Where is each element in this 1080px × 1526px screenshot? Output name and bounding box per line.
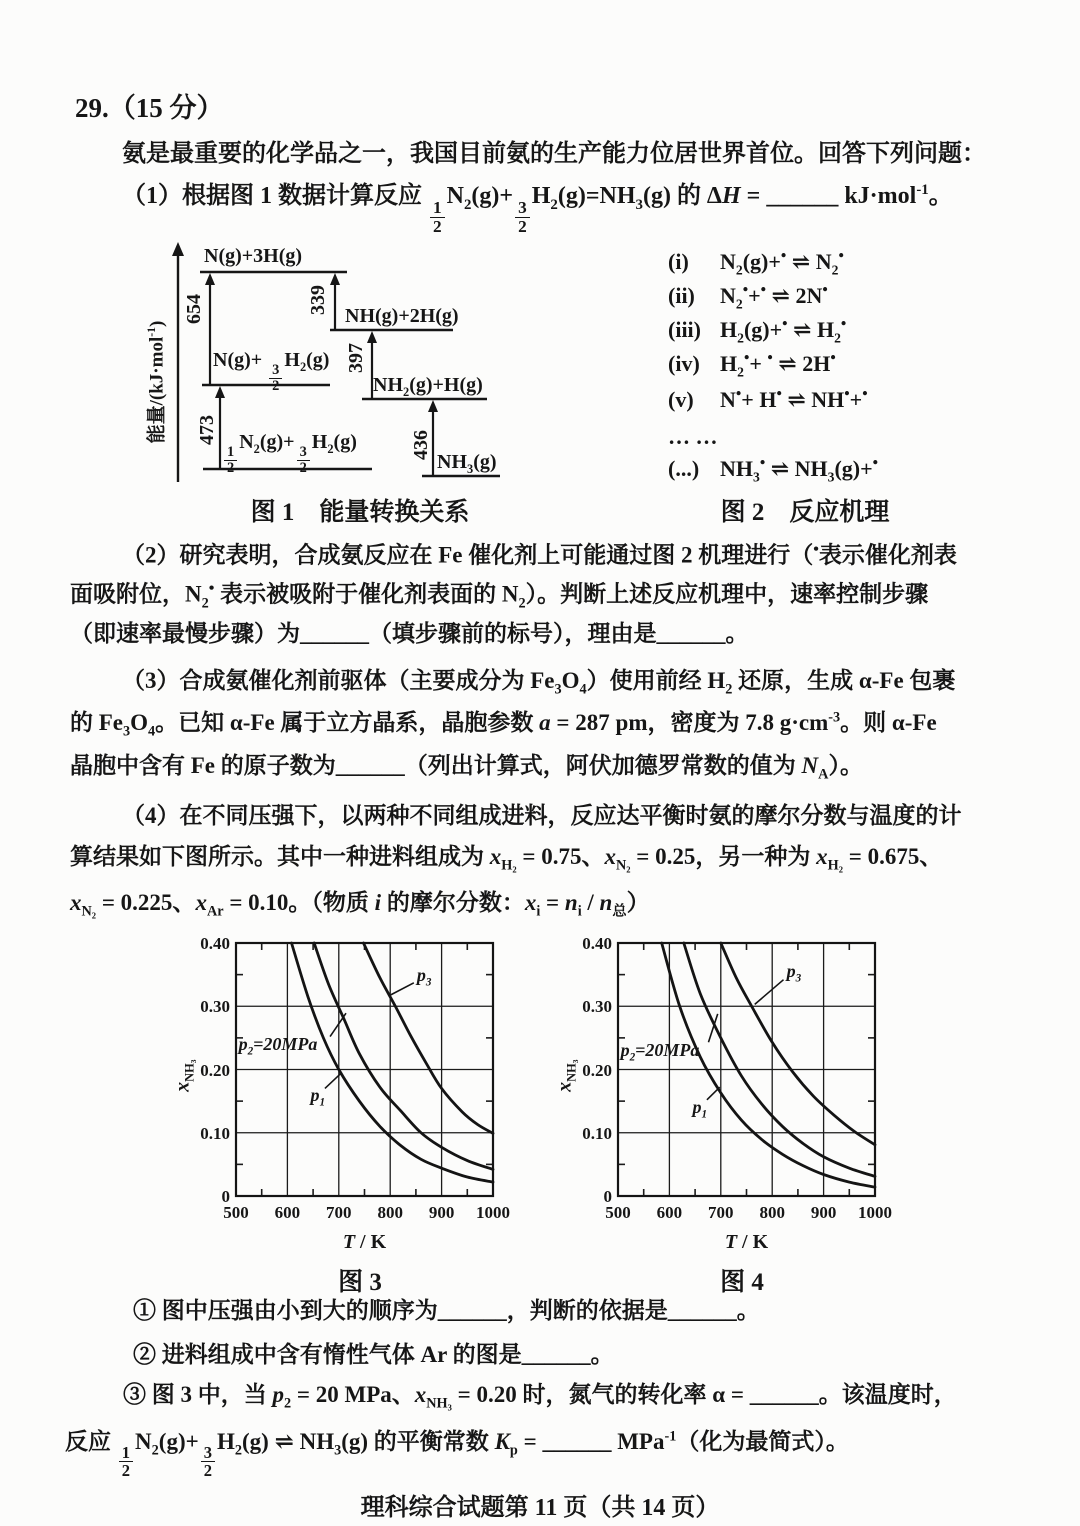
step-number: (iii) — [668, 317, 701, 343]
para3-line3: 晶胞中含有 Fe 的原子数为______（列出计算式，阿伏加德罗常数的值为 $N_A$）。 — [70, 753, 863, 783]
subq-1: ① 图中压强由小到大的顺序为______，判断的依据是______。 — [133, 1298, 760, 1323]
level-label-n2-h2: $\frac{1}{2}$ $N_2(g)+$ $\frac{3}{2}$ $H_2(g)$ — [222, 432, 357, 476]
mechanism-step — [668, 282, 828, 313]
x-tick-label: 500 — [223, 1203, 249, 1222]
y-axis-title: $x_{NH_3}$ — [553, 1059, 579, 1092]
x-tick-label: 700 — [708, 1203, 734, 1222]
step-number: (iv) — [668, 351, 700, 377]
curve-p2=20MPa — [684, 943, 875, 1176]
para4-line1: （4）在不同压强下，以两种不同组成进料，反应达平衡时氨的摩尔分数与温度的计 — [122, 803, 962, 828]
y-tick-label: 0.20 — [200, 1060, 230, 1080]
energy-value-397: 397 — [345, 343, 367, 373]
energy-value-436: 436 — [410, 430, 432, 460]
para2-line3: （即速率最慢步骤）为______（填步骤前的标号），理由是______。 — [70, 621, 749, 646]
mechanism-step — [668, 350, 836, 381]
x-tick-label: 700 — [326, 1203, 352, 1222]
label-leader-line — [325, 1074, 340, 1089]
curve-label: $p_3$ — [416, 964, 432, 989]
level-label-n-3h: N(g)+3H(g) — [204, 245, 303, 267]
energy-value-473: 473 — [196, 415, 218, 445]
x-tick-label: 600 — [274, 1203, 301, 1222]
mechanism-step — [668, 248, 844, 279]
curve-p1 — [292, 943, 493, 1182]
label-leader-line — [707, 1087, 720, 1100]
figure1-energy-diagram — [128, 238, 528, 496]
axis-arrowhead — [172, 242, 184, 256]
y-tick-label: 0.40 — [582, 934, 612, 953]
curve-label: $p_1$ — [692, 1096, 708, 1121]
step-number: (v) — [668, 387, 694, 413]
figure2-mechanism — [660, 245, 1040, 495]
curve-p1 — [662, 943, 875, 1187]
energy-value-339: 339 — [307, 285, 329, 315]
step-formula: $N_2(g)+^•$ ⇌ $N_2^•$ — [720, 248, 844, 278]
level-label-nh2-h: $NH_2(g)+H(g)$ — [373, 374, 483, 399]
level-label-n-h2: N(g)+ $\frac{3}{2}$ $H_2(g)$ — [213, 349, 330, 395]
y-tick-label: 0.10 — [200, 1123, 230, 1143]
figure4-chart — [553, 932, 927, 1254]
x-tick-label: 1000 — [476, 1203, 510, 1222]
page-footer: 理科综合试题第 11 页（共 14 页） — [360, 1495, 720, 1521]
curve-label: $p_3$ — [786, 961, 802, 985]
x-tick-label: 900 — [428, 1203, 455, 1222]
x-tick-label: 500 — [605, 1203, 631, 1222]
step-formula: N•+ H• ⇌ NH•+• — [720, 386, 868, 413]
figure1-caption: 图 1 能量转换关系 — [250, 499, 470, 526]
question-number: 29.（15 分） — [75, 93, 224, 123]
step-formula: $H_2(g)+^•$ ⇌ $H_2^•$ — [720, 316, 847, 346]
x-axis-title: T / K — [342, 1231, 387, 1253]
step-formula: $H_2^•+ ^•$ ⇌ 2H• — [720, 350, 836, 380]
sub-question-1: （1）根据图 1 数据计算反应 $\frac{1}{2}$ $N_2(g)+$ $\frac{3}{2}$ $H_2(g)=NH_3(g)$ 的 ΔH = ______ kJ·mol$^{-1}$。 — [122, 182, 953, 236]
figure2-caption: 图 2 反应机理 — [720, 499, 890, 526]
intro-text: 氨是最重要的化学品之一，我国目前氨的生产能力位居世界首位。回答下列问题： — [122, 141, 986, 167]
level-label-nh3: $NH_3(g)$ — [437, 451, 497, 476]
y-tick-label: 0 — [221, 1187, 230, 1206]
para3-line1: （3）合成氨催化剂前驱体（主要成分为 $Fe_3O_4$）使用前经 $H_2$ 还原，生成 α-Fe 包裹 — [122, 668, 956, 698]
para3-line2: 的 $Fe_3O_4$。已知 α-Fe 属于立方晶系，晶胞参数 a = 287 pm，密度为 7.8 $g\cdot cm^{-3}$。则 α-Fe — [70, 709, 937, 740]
y-tick-label: 0.30 — [200, 997, 230, 1017]
figure3-caption: 图 3 — [338, 1269, 382, 1296]
y-tick-label: 0.30 — [582, 997, 612, 1017]
subq-2: ② 进料组成中含有惰性气体 Ar 的图是______。 — [133, 1342, 614, 1367]
step-number: (...) — [668, 456, 700, 482]
y-tick-label: 0.20 — [582, 1060, 612, 1080]
energy-axis-label: 能量/(kJ·mol$^{-1}$) — [145, 320, 168, 444]
para4-line3: $x_{N_2} = 0.225$、$x_{Ar} = 0.10$。（物质 i 的摩尔分数：$x_i = n_i / n_总$） — [70, 890, 650, 920]
y-tick-label: 0 — [603, 1187, 612, 1206]
mechanism-step — [668, 386, 868, 413]
para2-line2: 面吸附位，$N_2^•$ 表示被吸附于催化剂表面的 $N_2$）。判断上述反应机理中，速率控制步骤 — [70, 580, 929, 612]
label-leader-line — [330, 1013, 346, 1036]
curve-label: $p_2=20MPa$ — [238, 1034, 318, 1058]
y-axis-title: $x_{NH_3}$ — [171, 1059, 197, 1092]
figure3-chart — [171, 932, 545, 1254]
subq-3: ③ 图 3 中，当 $p_2 = 20$ MPa、$x_{NH_3} = 0.20$ 时，氮气的转化率 α = ______。该温度时， — [123, 1382, 957, 1412]
x-tick-label: 600 — [656, 1203, 683, 1222]
x-axis-title: T / K — [724, 1231, 769, 1253]
para2-line1: （2）研究表明，合成氨反应在 Fe 催化剂上可能通过图 2 机理进行（•表示催化剂表 — [122, 541, 957, 568]
mechanism-step — [668, 455, 878, 486]
step-number: … … — [668, 424, 718, 449]
label-leader-line — [755, 980, 784, 1005]
curve-label: $p_1$ — [310, 1084, 326, 1109]
step-number: (i) — [668, 249, 689, 275]
step-formula: $N_2^•+^•$ ⇌ 2N• — [720, 282, 828, 312]
step-number: (ii) — [668, 283, 695, 309]
x-tick-label: 900 — [810, 1203, 837, 1222]
level-label-nh-2h: NH(g)+2H(g) — [345, 305, 459, 327]
label-leader-line — [391, 983, 414, 995]
y-tick-label: 0.10 — [582, 1123, 612, 1143]
curve-label: $p_2=20MPa$ — [620, 1040, 700, 1065]
mechanism-ellipsis — [668, 424, 720, 450]
subq-3b: 反应 $\frac{1}{2}$ $N_2(g)+$ $\frac{3}{2}$ $H_2(g)$ ⇌ $NH_3(g)$ 的平衡常数 $K_p$ = ______ MPa$^{-1}$（化为最简式）。 — [65, 1428, 849, 1481]
energy-value-654: 654 — [183, 294, 205, 324]
y-tick-label: 0.40 — [200, 934, 230, 953]
x-tick-label: 1000 — [858, 1203, 892, 1222]
curve-p2=20MPa — [314, 943, 493, 1169]
step-formula: $NH_3^•$ ⇌ $NH_3(g)+^•$ — [720, 455, 879, 485]
figure4-caption: 图 4 — [720, 1269, 764, 1296]
para4-line2: 算结果如下图所示。其中一种进料组成为 $x_{H_2} = 0.75$、$x_{N_2} = 0.25$，另一种为 $x_{H_2} = 0.675$、 — [70, 844, 943, 874]
x-tick-label: 800 — [377, 1203, 403, 1222]
x-tick-label: 800 — [759, 1203, 785, 1222]
mechanism-step — [668, 316, 846, 347]
